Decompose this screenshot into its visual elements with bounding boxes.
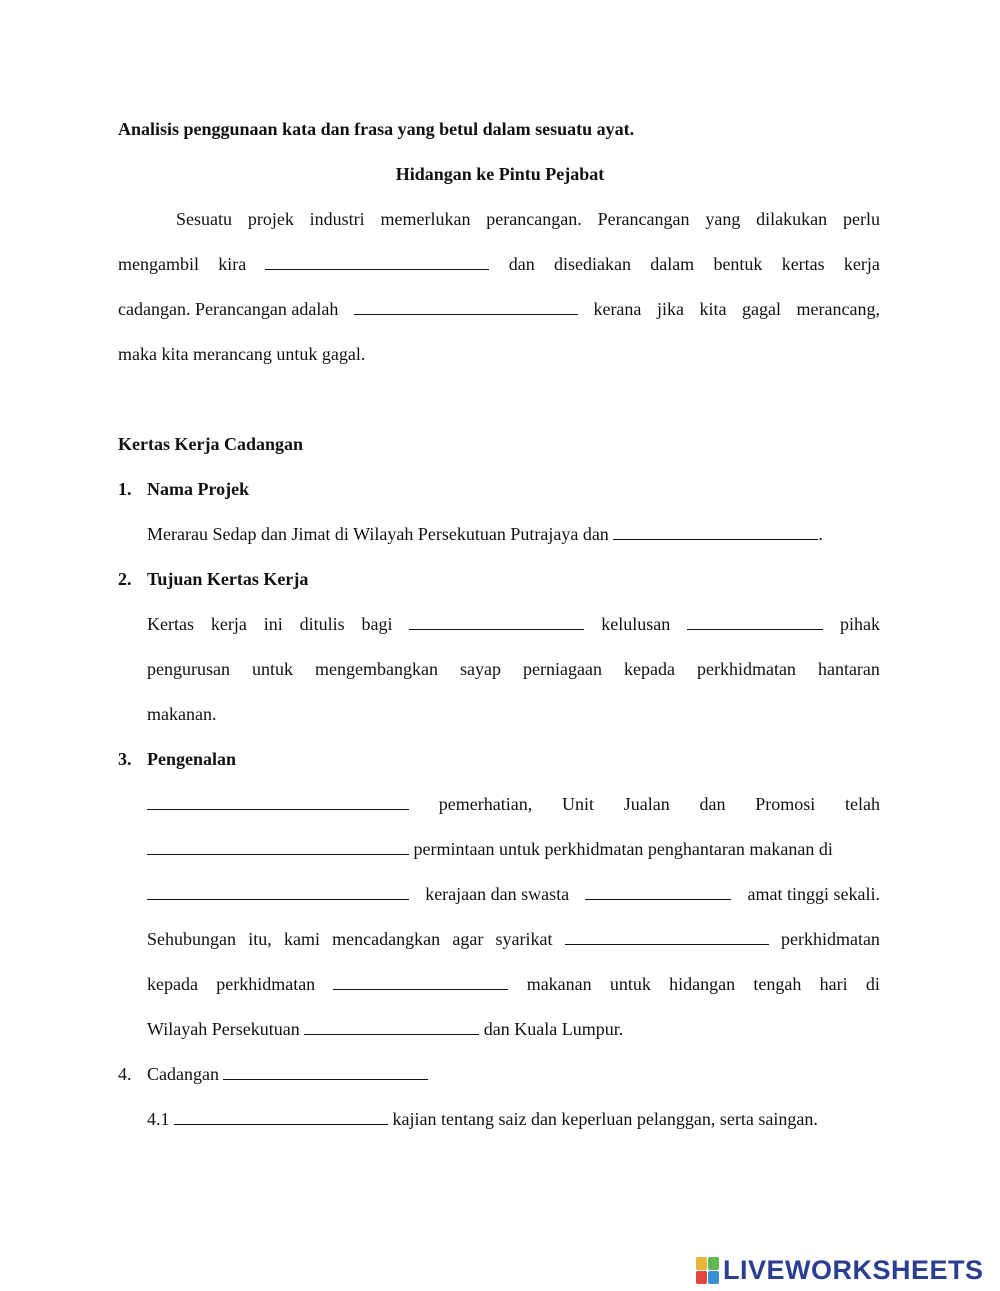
section-title: Kertas Kerja Cadangan (118, 434, 303, 454)
blank-s2-2[interactable] (687, 613, 823, 630)
s1-title: Nama Projek (147, 479, 250, 499)
logo-block-1 (696, 1257, 707, 1270)
s4-number: 4. (118, 1064, 132, 1084)
s3-line-2: permintaan untuk perkhidmatan penghantaran makanan di (147, 838, 833, 860)
intro-line-3: cadangan. Perancangan adalah kerana jika kita gagal merancang, (118, 299, 880, 319)
s2-title: Tujuan Kertas Kerja (147, 569, 309, 589)
liveworksheets-logo (696, 1255, 984, 1285)
s4-title: Cadangan (147, 1063, 428, 1085)
intro-line-4: maka kita merancang untuk gagal. (118, 344, 366, 364)
s2-line-1: Kertas kerja ini ditulis bagi kelulusan pihak (147, 614, 880, 634)
blank-s3-2[interactable] (147, 838, 409, 855)
blank-s3-4[interactable] (585, 883, 731, 900)
blank-s4-title[interactable] (223, 1063, 428, 1080)
worksheet-heading: Analisis penggunaan kata dan frasa yang betul dalam sesuatu ayat. (118, 119, 635, 139)
intro-line-2: mengambil kira dan disediakan dalam bentuk kertas kerja (118, 254, 880, 274)
s2-line-2: pengurusan untuk mengembangkan sayap perniagaan kepada perkhidmatan hantaran (147, 659, 880, 679)
s3-line-3: kerajaan dan swasta amat tinggi sekali. (147, 883, 880, 905)
blank-s3-1[interactable] (147, 793, 409, 810)
s3-line-4: Sehubungan itu, kami mencadangkan agar syarikat perkhidmatan (147, 929, 880, 949)
s4-sub-item: 4.1 kajian tentang saiz dan keperluan pelanggan, serta saingan. (147, 1109, 818, 1129)
blank-intro-2[interactable] (354, 298, 578, 315)
s2-number: 2. (118, 569, 132, 589)
blank-s3-6[interactable] (333, 973, 508, 990)
logo-text: LIVEWORKSHEETS (723, 1254, 984, 1285)
blank-s1[interactable] (613, 523, 818, 540)
blank-s2-1[interactable] (409, 613, 584, 630)
blank-s3-7[interactable] (304, 1018, 479, 1035)
logo-block-4 (708, 1271, 719, 1284)
s3-line-5: kepada perkhidmatan makanan untuk hidangan tengah hari di (147, 974, 880, 994)
intro-line-1: Sesuatu projek industri memerlukan perancangan. Perancangan yang dilakukan perlu (176, 209, 880, 229)
s3-line-6: Wilayah Persekutuan dan Kuala Lumpur. (147, 1019, 624, 1039)
blank-intro-1[interactable] (265, 253, 489, 270)
s1-number: 1. (118, 479, 132, 499)
s3-line-1: pemerhatian, Unit Jualan dan Promosi telah (147, 793, 880, 815)
blank-s4-1[interactable] (174, 1108, 388, 1125)
logo-block-2 (708, 1257, 719, 1270)
s1-text: Merarau Sedap dan Jimat di Wilayah Persekutuan Putrajaya dan . (147, 524, 823, 544)
blank-s3-3[interactable] (147, 883, 409, 900)
blank-s3-5[interactable] (565, 928, 769, 945)
s2-line-3: makanan. (147, 704, 217, 724)
logo-block-3 (696, 1271, 707, 1284)
logo-blocks-icon (696, 1257, 719, 1284)
s3-title: Pengenalan (147, 749, 237, 769)
s3-number: 3. (118, 749, 132, 769)
worksheet-title: Hidangan ke Pintu Pejabat (395, 164, 605, 184)
